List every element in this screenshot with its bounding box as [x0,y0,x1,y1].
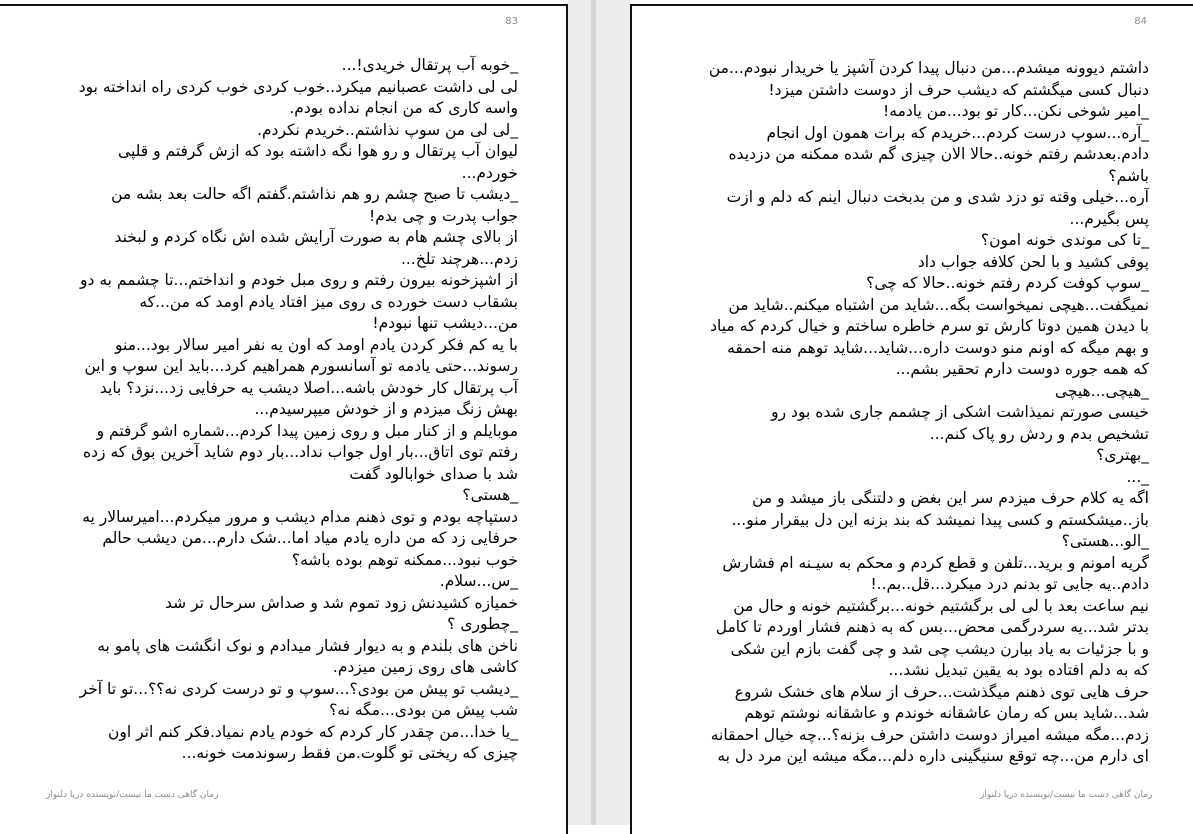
page-footer: رمان گاهی دست ما نیست/نویسنده دریا دلنواز [46,790,219,800]
text-line: من...دیشب تنها نبودم! [372,314,518,332]
document-page-right [630,4,1193,834]
text-line: لی لی داشت عصبانیم میکرد..خوب کردی خوب کردی راه انداخته بود [78,77,518,96]
text-line: خوب نبود...ممکنه توهم بوده باشه؟ [291,550,518,569]
text-line: خوردم... [461,163,518,182]
text-line: گریه امونم و برید...تلفن و قطع کردم و محکم به سیـنه ام فشارش [722,553,1149,572]
text-line: آره...خیلی وقته تو دزد شدی و من بدبخت دنبال اینم که دلم و ازت [726,188,1149,206]
text-line: _هیچی...هیچی [1054,381,1149,400]
text-line: خمیازه کشیدنش زود تموم شد و صداش سرحال تر شد [165,593,518,612]
text-line: دستپاچه بودم و توی ذهنم مدام دیشب و مرور میکردم...امیرسالار یه [82,507,518,526]
text-line: با دیدن همین دوتا کارش تو سرم خاطره ساختم و خیال کردم که میاد [710,317,1149,335]
text-line: از اشپزخونه بیرون رفتم و روی مبل خودم و انداختم...تا چشمم به دو [80,271,518,289]
text-line: از بالای چشم هام به صورت آرایش شده اش نگاه کردم و لبخند [114,228,518,246]
text-line: چیزی که ریختی تو گلوت.من فقط رسوندمت خونه... [181,744,518,762]
text-line: و بهم میگه که اونم منو دوست داره...شاید...شاید توهم منه احمقه [727,338,1149,357]
text-line: کاشی های روی زمین میزدم. [332,658,518,676]
page-number: 84 [1134,16,1147,27]
text-line: با یه کم فکر کردن یادم اومد که اون یه نفر امیر سالار بود...منو [115,335,518,354]
text-line: _تا کی موندی خونه امون؟ [980,231,1149,249]
text-line: _چطوری ؟ [447,615,518,633]
text-line: که به دلم افتاده بود به یقین تبدیل نشد... [888,661,1149,679]
text-line: _... [1126,467,1149,486]
text-line: پوفی کشید و با لحن کلافه جواب داد [917,252,1149,271]
text-line: شب پیش من بودی...مگه نه؟ [329,701,518,719]
text-line: رسوند...حتی یادمه تو آسانسورم همراهیم کرد...باید این سوپ و این [84,357,518,375]
text-line: واسه کاری که من انجام نداده بودم. [289,99,518,117]
text-line: پس بگیرم... [1069,209,1149,228]
text-line: _یا خدا...من چقدر کار کردم که خودم یادم نمیاد.فکر کنم اثر اون [107,722,518,741]
text-line: _امیر شوخی نکن...کار تو بود...من یادمه! [883,102,1149,120]
text-line: _الو...هستی؟ [1061,532,1149,550]
text-line: که همه جوره دوست دارم تحقیر بشم... [895,360,1149,378]
text-line: حرف هایی توی ذهنم میگذشت...حرف از سلام های خشک شروع [734,682,1149,701]
page-footer: رمان گاهی دست ما نیست/نویسنده دریا دلنواز [980,790,1153,800]
text-line: باز..میشکستم و کسی پیدا نمیشد که بند بزنه این دل بیقرار منو... [731,510,1149,529]
text-line: دادم..یه جایی تو بدنم درد میکرد...قل..بم..! [870,575,1149,593]
text-line: شد...شاید بس که رمان عاشقانه خوندم و عاشقانه نوشتم توهم [744,704,1149,722]
page-gutter [568,0,630,825]
text-line: _سوپ کوفت کردم رفتم خونه..حالا که چی؟ [866,274,1149,292]
text-line: بشقاب دست خورده ی روی میز افتاد یادم اومد که من...که [139,292,518,311]
text-line: _هستی؟ [462,486,518,504]
page-number: 83 [505,16,518,27]
text-line: بهش زنگ میزدم و از خودش میپرسیدم... [254,400,518,418]
text-line: _بهتری؟ [1096,446,1149,464]
text-line: داشتم دیوونه میشدم...من دنبال پیدا کردن آشپز یا خریدار نبودم...من [708,59,1149,77]
document-page-left [0,4,568,834]
text-line: شد با صدای خوابالود گفت [349,464,518,483]
text-line: _خوبه آب پرتقال خریدی!... [341,56,518,74]
text-line: حرفایی زد که من داره یادم میاد اما...شک دارم...من دیشب حالم [102,529,518,547]
text-line: و با جزئیات به یاد بیارن دیشب چی شد و چی گفت بازم این شکی [730,639,1149,658]
text-line: دادم.بعدشم رفتم خونه..حالا الان چیزی گم شده ممکنه من دزدیده [728,145,1149,163]
text-line: دنبال کسی میگشتم که دیشب حرف از دوست داشتن میزد! [768,80,1149,99]
text-line: تشخیص بدم و ردش رو پاک کنم... [929,424,1149,443]
page-body-text [669,58,1149,768]
text-line: زدم...مگه میشه امیراز دوست داشتن حرف بزنه؟...چه خیال احمقانه [710,725,1149,744]
text-line: اگه یه کلام حرف میزدم سر این بغض و دلتنگی باز میشد و من [752,489,1149,507]
page-body-text [48,55,518,765]
text-line: _لی لی من سوپ نذاشتم..خریدم نکردم. [257,120,518,139]
text-line: جواب پدرت و چی بدم! [369,206,518,225]
text-line: آب پرتقال کار خودش باشه...اصلا دیشب یه حرفایی زد...نزد؟ باید [99,378,518,397]
text-line: ای دارم من...چه توقع سنیگینی داره دلم...مگه میشه این مرد دل به [717,747,1149,765]
text-line: نمیگفت...هیچی نمیخواست بگه...شاید من اشتباه میکنم..شاید من [728,295,1149,314]
text-line: رفتم توی اتاق...بار اول جواب نداد...بار دوم شاید آخرین بوق که زده [83,443,518,461]
text-line: _آره...سوپ درست کردم...خریدم که برات همون اول انجام [766,123,1149,142]
text-line: _س...سلام. [439,572,518,590]
text-line: بدتر شد...یه سردرگمی محض...بس که به ذهنم فشار اوردم تا کامل [715,618,1149,636]
text-line: نیم ساعت بعد با لی لی برگشتیم خونه...برگشتیم خونه و حال من [733,596,1149,615]
text-line: باشم؟ [1108,166,1149,185]
text-line: موبایلم و از کنار مبل و روی زمین پیدا کردم...شماره اشو گرفتم و [96,421,518,440]
text-line: خیسی صورتم نمیذاشت اشکی از چشمم جاری شده بود رو [771,403,1149,421]
text-line: _دیشب تا صبح چشم رو هم نذاشتم.گفتم اگه حالت بعد بشه من [111,185,518,203]
text-line: ناخن های بلندم و به دیوار فشار میدادم و نوک انگشت های پامو به [97,636,518,655]
text-line: زدم...هرچند تلخ... [400,249,518,268]
text-line: لیوان آب پرتقال و رو هوا نگه داشته بود که ازش گرفتم و قلپی [118,142,518,160]
text-line: _دیشب تو پیش من بودی؟...سوپ و تو درست کردی نه؟؟...تو تا آخر [79,679,518,698]
